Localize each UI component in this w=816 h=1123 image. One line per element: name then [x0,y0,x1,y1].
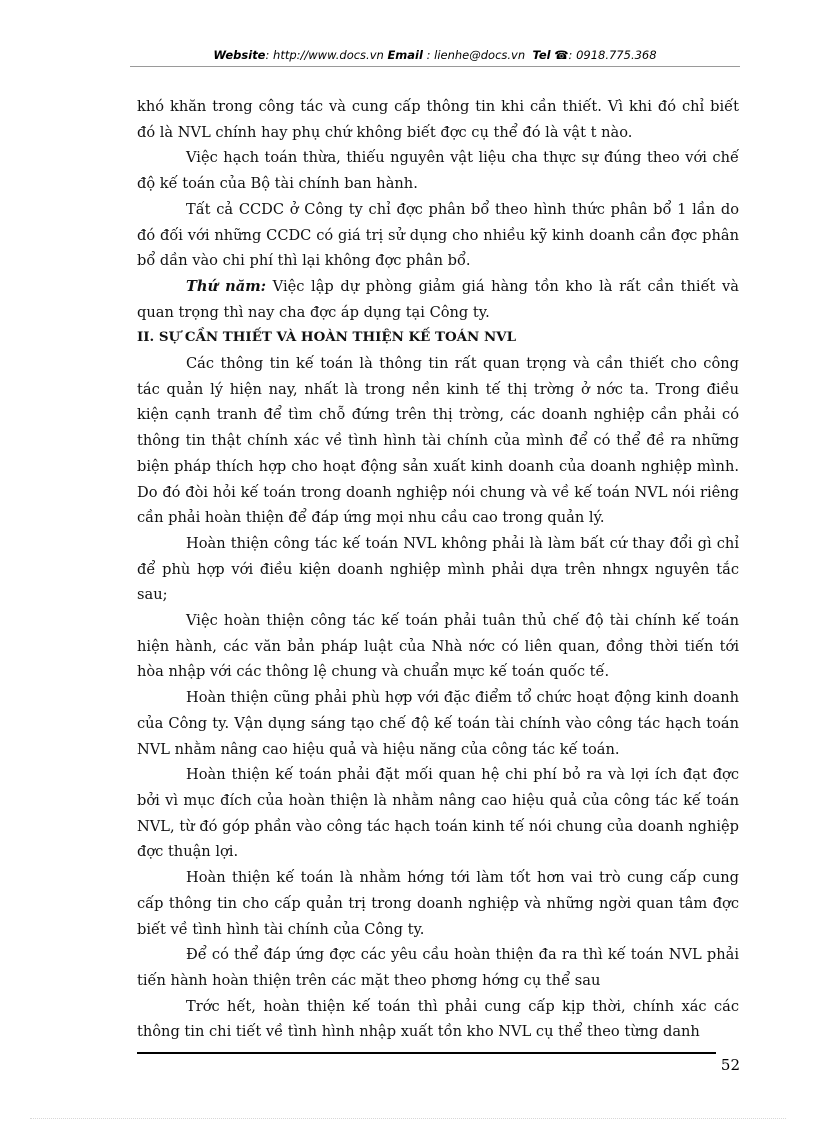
paragraph-12: Trớc hết, hoàn thiện kế toán thì phải cung cấp kịp thời, chính xác các thông tin chi tiết về tình hình nhập xuất tồn kho NVL cụ thể theo từng danh [137,997,739,1041]
paragraph-4-text: Việc lập dự phòng giảm giá hàng tồn kho là rất cần thiết và quan trọng thì nay cha đợc áp dụng tại Công ty. [137,277,739,321]
paragraph-3: Tất cả CCDC ở Công ty chỉ đợc phân bổ theo hình thức phân bổ 1 lần do đó đối với những CCDC có giá trị sử dụng cho nhiều kỹ kinh doanh cần đợc phân bổ dần vào chi phí thì lại không đợc phân bổ. [137,200,739,270]
tel-number: ☎: 0918.775.368 [550,48,657,62]
paragraph-11: Để có thể đáp ứng đợc các yêu cầu hoàn thiện đa ra thì kế toán NVL phải tiến hành hoàn thiện trên các mặt theo phơng hớng cụ thể sau [137,946,739,989]
page-header [130,48,740,62]
page-edge-line [30,1118,786,1119]
page-number: 52 [720,1056,740,1074]
paragraph-6: Hoàn thiện công tác kế toán NVL không phải là làm bất cứ thay đổi gì chỉ để phù hợp với điều kiện doanh nghiệp mình phải dựa trên nhngx nguyên tắc sau; [137,534,739,604]
paragraph-2: Việc hạch toán thừa, thiếu nguyên vật liệu cha thực sự đúng theo với chế độ kế toán của Bộ tài chính ban hành. [137,149,739,193]
website-label: Website [213,48,266,62]
paragraph-8: Hoàn thiện cũng phải phù hợp với đặc điểm tổ chức hoạt động kinh doanh của Công ty. Vận dụng sáng tạo chế độ kế toán tài chính vào công tác hạch toán NVL nhằm nâng cao hiệu quả và hiệu năng của công tác kế toán. [137,689,739,758]
paragraph-7: Việc hoàn thiện công tác kế toán phải tuân thủ chế độ tài chính kế toán hiện hành, các văn bản pháp luật của Nhà nớc có liên quan, đồng thời tiến tới hòa nhập với các thông lệ chung và chuẩn mực kế toán quốc tế. [137,612,739,681]
tel-label: Tel [532,48,551,62]
website-url: : http://www.docs.vn [265,48,384,62]
paragraph-4 [137,274,739,325]
paragraph-5: Các thông tin kế toán là thông tin rất quan trọng và cần thiết cho công tác quản lý hiện nay, nhất là trong nền kinh tế thị trờng ở nớc ta. Trong điều kiện cạnh tranh để tìm chỗ đứng trên thị trờng, các doanh nghiệp cần phải có thông tin thật chính xác về tình hình tài chính của mình để có thể đề ra những biện pháp thích hợp cho hoạt động sản xuất kinh doanh của doanh nghiệp mình. Do đó đòi hỏi kế toán trong doanh nghiệp nói chung và về kế toán NVL nói riêng cần phải hoàn thiện để đáp ứng mọi nhu cầu cao trong quản lý. [137,355,739,527]
header-divider [130,66,740,67]
email-address: : lienhe@docs.vn [422,48,526,62]
paragraph-9: Hoàn thiện kế toán phải đặt mối quan hệ chi phí bỏ ra và lợi ích đạt đợc bởi vì mục đích của hoàn thiện là nhằm nâng cao hiệu quả của công tác kế toán NVL, từ đó góp phần vào công tác hạch toán kinh tế nói chung của doanh nghiệp đợc thuận lợi. [137,766,739,861]
body-text [137,94,739,1045]
paragraph-lead: Thứ năm: [186,277,267,295]
section-heading: II. SỰ CẦN THIẾT VÀ HOÀN THIỆN KẾ TOÁN NVL [137,329,516,346]
paragraph-10: Hoàn thiện kế toán là nhằm hớng tới làm tốt hơn vai trò cung cấp cung cấp thông tin cho cấp quản trị trong doanh nghiệp và những ngời quan tâm đợc biết về tình hình tài chính của Công ty. [137,869,739,938]
email-label: Email [387,48,423,62]
footer-divider [137,1052,716,1054]
paragraph-1: khó khăn trong công tác và cung cấp thông tin khi cần thiết. Vì khi đó chỉ biết đó là NVL chính hay phụ chứ không biết đợc cụ thể đó là vật t nào. [137,98,739,141]
